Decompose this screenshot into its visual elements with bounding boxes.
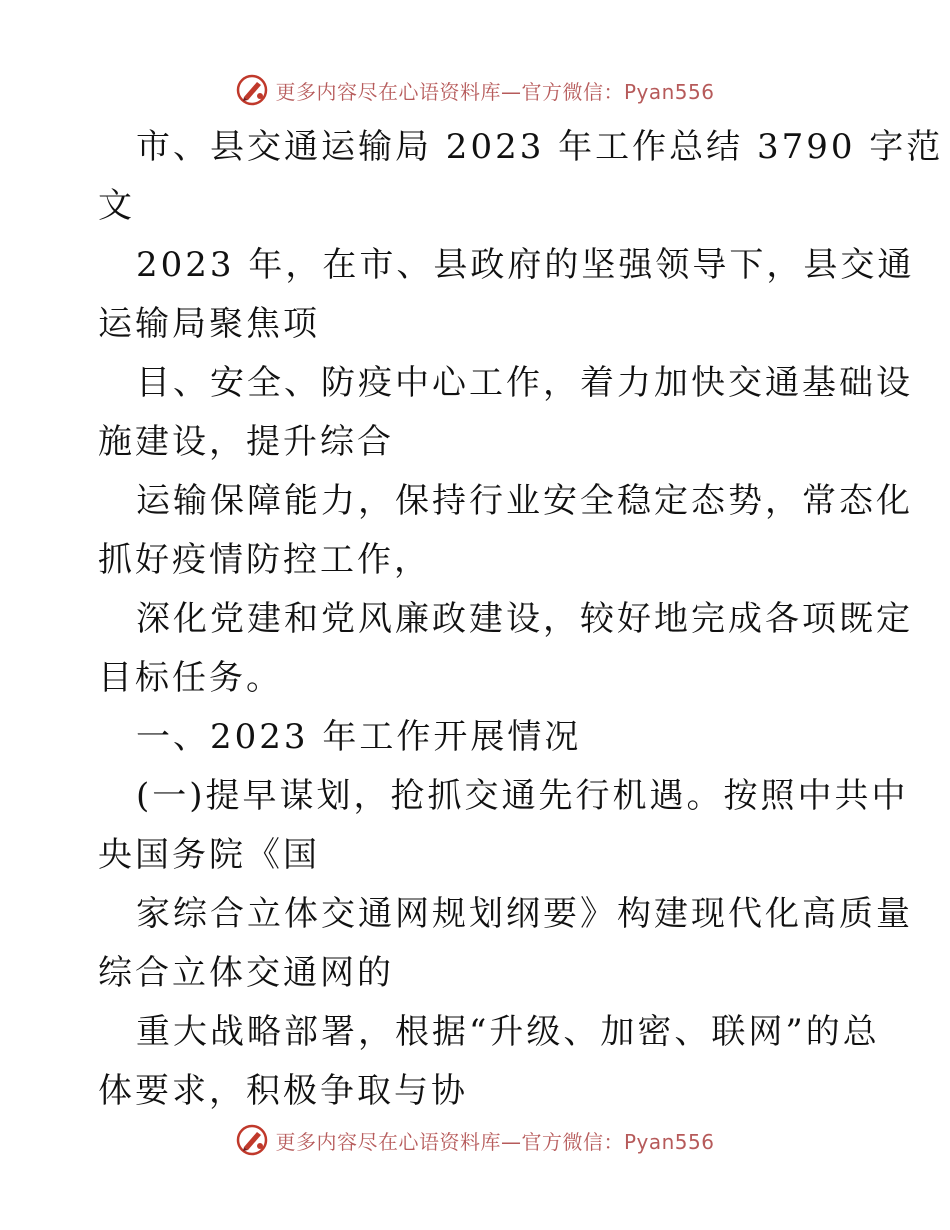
watermark-text: 更多内容尽在心语资料库—官方微信：Pyan556 <box>275 1129 715 1154</box>
paragraph <box>98 767 909 885</box>
text-line: 重大战略部署，根据“升级、加密、联网”的总 <box>136 1012 880 1052</box>
text-line: 施建设，提升综合 <box>98 422 394 462</box>
text-line: 目标任务。 <box>98 658 283 698</box>
pen-logo-icon <box>235 73 269 107</box>
text-line: (一)提早谋划，抢抓交通先行机遇。按照中共中 <box>136 776 909 816</box>
paragraph <box>98 354 913 472</box>
text-line: 运输局聚焦项 <box>98 304 320 344</box>
paragraph <box>98 1003 880 1121</box>
document-body <box>98 118 944 1121</box>
paragraph <box>98 236 915 354</box>
title-paragraph <box>98 118 944 236</box>
text-line: 央国务院《国 <box>98 835 320 875</box>
text-line: 体要求，积极争取与协 <box>98 1071 468 1111</box>
watermark-text: 更多内容尽在心语资料库—官方微信：Pyan556 <box>275 79 715 104</box>
text-line: 2023 年，在市、县政府的坚强领导下，县交通 <box>136 245 915 285</box>
paragraph <box>98 885 913 1003</box>
text-line: 一、2023 年工作开展情况 <box>136 717 582 757</box>
footer-watermark <box>0 1120 950 1160</box>
text-line: 深化党建和党风廉政建设，较好地完成各项既定 <box>136 599 913 639</box>
paragraph <box>98 590 913 708</box>
pen-logo-icon <box>235 1123 269 1157</box>
text-line: 目、安全、防疫中心工作，着力加快交通基础设 <box>136 363 913 403</box>
text-line: 文 <box>98 186 135 226</box>
text-line: 综合立体交通网的 <box>98 953 394 993</box>
text-line: 家综合立体交通网规划纲要》构建现代化高质量 <box>136 894 913 934</box>
paragraph <box>98 472 913 590</box>
text-line: 运输保障能力，保持行业安全稳定态势，常态化 <box>136 481 913 521</box>
text-line: 市、县交通运输局 2023 年工作总结 3790 字范 <box>136 127 944 167</box>
text-line: 抓好疫情防控工作， <box>98 540 431 580</box>
header-watermark <box>0 70 950 110</box>
section-heading <box>98 708 850 767</box>
